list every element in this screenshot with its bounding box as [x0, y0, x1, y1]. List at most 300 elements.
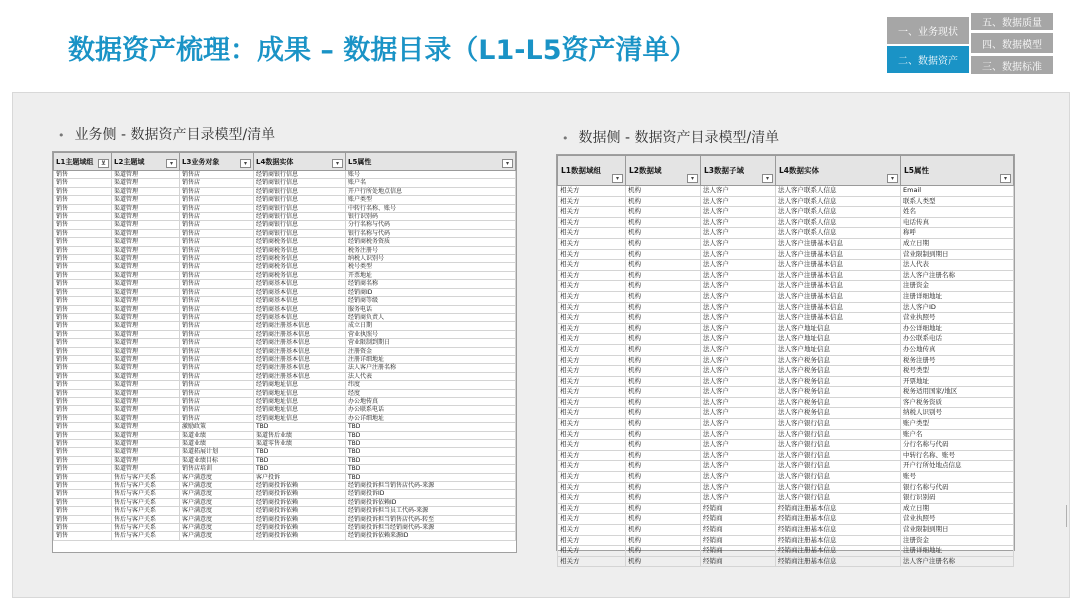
table-cell[interactable]: 销售: [54, 423, 112, 431]
table-cell[interactable]: 相关方: [558, 376, 626, 387]
table-cell[interactable]: 经销商: [701, 503, 776, 514]
table-cell[interactable]: 销售店: [180, 339, 254, 347]
column-header[interactable]: [254, 153, 346, 171]
nav-tab-data-assets[interactable]: 二、数据资产: [887, 46, 969, 73]
table-cell[interactable]: 法人客户: [701, 196, 776, 207]
table-cell[interactable]: 机构: [626, 525, 701, 536]
table-cell[interactable]: 经销商地址信息: [254, 397, 346, 405]
table-cell[interactable]: 客户满意度: [180, 482, 254, 490]
table-cell[interactable]: 经销商投诉依赖: [254, 515, 346, 523]
table-cell[interactable]: 经销商基本信息: [254, 280, 346, 288]
table-cell[interactable]: 办公地传真: [346, 397, 516, 405]
table-cell[interactable]: 销售店: [180, 364, 254, 372]
table-cell[interactable]: 法人客户税务信息: [776, 408, 901, 419]
table-cell[interactable]: 法人客户银行信息: [776, 493, 901, 504]
filter-dropdown-icon[interactable]: ▾: [687, 174, 698, 183]
table-cell[interactable]: 客户满意度: [180, 524, 254, 532]
table-cell[interactable]: 售后与客户关系: [112, 490, 180, 498]
filter-dropdown-icon[interactable]: ▾: [166, 159, 177, 168]
table-cell[interactable]: 销售: [54, 339, 112, 347]
table-cell[interactable]: 销售店: [180, 313, 254, 321]
filter-dropdown-icon[interactable]: ▾: [240, 159, 251, 168]
table-cell[interactable]: 经销商: [701, 525, 776, 536]
table-cell[interactable]: 法人客户: [701, 472, 776, 483]
table-cell[interactable]: 机构: [626, 355, 701, 366]
table-cell[interactable]: 渠道零售业绩: [254, 440, 346, 448]
filter-dropdown-icon[interactable]: ▾: [502, 159, 513, 168]
table-cell[interactable]: 法人客户: [701, 461, 776, 472]
table-cell[interactable]: 相关方: [558, 313, 626, 324]
table-cell[interactable]: 法人客户: [701, 376, 776, 387]
table-cell[interactable]: 经销商注册基本信息: [776, 556, 901, 567]
table-cell[interactable]: 渠道管理: [112, 229, 180, 237]
table-cell[interactable]: 姓名: [901, 207, 1014, 218]
table-cell[interactable]: 渠道管理: [112, 246, 180, 254]
table-cell[interactable]: 注册资金: [901, 281, 1014, 292]
table-cell[interactable]: 营业限制到期日: [901, 525, 1014, 536]
table-cell[interactable]: 售后与客户关系: [112, 498, 180, 506]
table-cell[interactable]: 销售: [54, 482, 112, 490]
table-cell[interactable]: 相关方: [558, 514, 626, 525]
table-cell[interactable]: 账户名: [346, 179, 516, 187]
table-cell[interactable]: 纳税人识别号: [901, 408, 1014, 419]
table-cell[interactable]: 法人客户: [701, 429, 776, 440]
table-cell[interactable]: 法人客户: [701, 323, 776, 334]
table-cell[interactable]: 法人客户: [701, 334, 776, 345]
table-cell[interactable]: 经销商ID: [346, 288, 516, 296]
table-cell[interactable]: 经销商税务信息: [254, 255, 346, 263]
table-cell[interactable]: 营业限制到期日: [346, 339, 516, 347]
table-cell[interactable]: 法人客户: [701, 238, 776, 249]
table-cell[interactable]: 销售店: [180, 196, 254, 204]
table-cell[interactable]: 机构: [626, 440, 701, 451]
table-cell[interactable]: 渠道管理: [112, 448, 180, 456]
table-cell[interactable]: 法人客户注册基本信息: [776, 281, 901, 292]
table-cell[interactable]: TBD: [346, 473, 516, 481]
table-cell[interactable]: 销售店: [180, 204, 254, 212]
table-cell[interactable]: 机构: [626, 260, 701, 271]
table-cell[interactable]: 销售: [54, 381, 112, 389]
table-cell[interactable]: 法人客户: [701, 397, 776, 408]
table-cell[interactable]: 渠道管理: [112, 313, 180, 321]
table-cell[interactable]: 机构: [626, 207, 701, 218]
table-cell[interactable]: 销售店: [180, 271, 254, 279]
table-cell[interactable]: 法人客户税务信息: [776, 376, 901, 387]
table-cell[interactable]: 法人代表: [346, 372, 516, 380]
table-cell[interactable]: 售后与客户关系: [112, 507, 180, 515]
table-cell[interactable]: 经销商注册基本信息: [254, 355, 346, 363]
table-cell[interactable]: 经销商: [701, 546, 776, 557]
table-cell[interactable]: 经销商投诉担当销售店代码-转至: [346, 515, 516, 523]
table-cell[interactable]: 税号类型: [901, 366, 1014, 377]
table-cell[interactable]: 开户行所处地点信息: [901, 461, 1014, 472]
table-cell[interactable]: 相关方: [558, 472, 626, 483]
table-cell[interactable]: 相关方: [558, 556, 626, 567]
table-cell[interactable]: 相关方: [558, 228, 626, 239]
table-cell[interactable]: 销售店: [180, 213, 254, 221]
table-cell[interactable]: 法人客户注册基本信息: [776, 249, 901, 260]
table-cell[interactable]: 相关方: [558, 196, 626, 207]
table-cell[interactable]: 机构: [626, 556, 701, 567]
table-cell[interactable]: 销售店: [180, 255, 254, 263]
table-cell[interactable]: 经销商税务信息: [254, 238, 346, 246]
table-cell[interactable]: 法人客户: [701, 313, 776, 324]
table-cell[interactable]: 销售: [54, 238, 112, 246]
table-cell[interactable]: 中转行名称、账号: [346, 204, 516, 212]
table-cell[interactable]: 销售: [54, 204, 112, 212]
table-cell[interactable]: 渠道管理: [112, 414, 180, 422]
table-cell[interactable]: 营业限制到期日: [901, 249, 1014, 260]
table-cell[interactable]: 销售店: [180, 187, 254, 195]
table-cell[interactable]: 机构: [626, 535, 701, 546]
table-cell[interactable]: 经销商银行信息: [254, 213, 346, 221]
table-cell[interactable]: 销售: [54, 322, 112, 330]
column-header[interactable]: [901, 156, 1014, 186]
table-cell[interactable]: 渠道管理: [112, 355, 180, 363]
table-cell[interactable]: 渠道管理: [112, 364, 180, 372]
table-cell[interactable]: 渠道管理: [112, 431, 180, 439]
filter-dropdown-icon[interactable]: ▾: [612, 174, 623, 183]
table-cell[interactable]: 法人客户注册基本信息: [776, 270, 901, 281]
table-cell[interactable]: 经销商注册基本信息: [776, 503, 901, 514]
table-cell[interactable]: 法人客户: [701, 450, 776, 461]
table-cell[interactable]: 销售: [54, 246, 112, 254]
table-cell[interactable]: 渠道管理: [112, 456, 180, 464]
table-cell[interactable]: 销售店: [180, 288, 254, 296]
table-cell[interactable]: 机构: [626, 450, 701, 461]
table-cell[interactable]: 机构: [626, 514, 701, 525]
table-cell[interactable]: 渠道管理: [112, 406, 180, 414]
table-cell[interactable]: 机构: [626, 546, 701, 557]
table-cell[interactable]: 机构: [626, 503, 701, 514]
table-cell[interactable]: 销售: [54, 179, 112, 187]
table-cell[interactable]: 售后与客户关系: [112, 532, 180, 540]
table-cell[interactable]: 法人客户注册名称: [901, 270, 1014, 281]
table-cell[interactable]: 销售: [54, 196, 112, 204]
table-cell[interactable]: 渠道管理: [112, 171, 180, 179]
table-cell[interactable]: 经销商注册基本信息: [776, 525, 901, 536]
table-cell[interactable]: 机构: [626, 302, 701, 313]
table-cell[interactable]: TBD: [254, 423, 346, 431]
table-cell[interactable]: 经销商注册基本信息: [254, 339, 346, 347]
table-cell[interactable]: 法人客户: [701, 260, 776, 271]
table-cell[interactable]: 税务注册号: [901, 355, 1014, 366]
table-cell[interactable]: 销售店: [180, 229, 254, 237]
nav-tab-data-standards[interactable]: 三、数据标准: [971, 56, 1053, 74]
table-cell[interactable]: 销售店: [180, 389, 254, 397]
table-cell[interactable]: 法人客户银行信息: [776, 461, 901, 472]
table-cell[interactable]: 法人客户注册名称: [901, 556, 1014, 567]
table-cell[interactable]: 法人客户注册名称: [346, 364, 516, 372]
table-cell[interactable]: 机构: [626, 493, 701, 504]
table-cell[interactable]: 经销商投诉ID: [346, 490, 516, 498]
nav-tab-data-quality[interactable]: 五、数据质量: [971, 13, 1053, 30]
table-cell[interactable]: 渠道管理: [112, 196, 180, 204]
table-cell[interactable]: 渠道业绩: [180, 440, 254, 448]
table-cell[interactable]: 分行名称与代码: [901, 440, 1014, 451]
table-cell[interactable]: 法人客户税务信息: [776, 355, 901, 366]
table-cell[interactable]: 经销商银行信息: [254, 179, 346, 187]
table-cell[interactable]: 注册详细地址: [901, 546, 1014, 557]
filter-dropdown-icon[interactable]: ▾: [1000, 174, 1011, 183]
table-cell[interactable]: 渠道管理: [112, 465, 180, 473]
table-cell[interactable]: 法人客户联系人信息: [776, 196, 901, 207]
table-cell[interactable]: 经销商投诉依赖: [254, 532, 346, 540]
table-cell[interactable]: 机构: [626, 408, 701, 419]
table-cell[interactable]: 法人客户注册基本信息: [776, 302, 901, 313]
table-cell[interactable]: 渠道管理: [112, 330, 180, 338]
table-cell[interactable]: 销售: [54, 532, 112, 540]
table-cell[interactable]: 银行识别码: [346, 213, 516, 221]
table-cell[interactable]: 法人客户: [701, 281, 776, 292]
table-cell[interactable]: 法人客户银行信息: [776, 450, 901, 461]
nav-tab-data-model[interactable]: 四、数据模型: [971, 33, 1053, 53]
table-cell[interactable]: 销售店: [180, 330, 254, 338]
table-cell[interactable]: 销售: [54, 372, 112, 380]
table-cell[interactable]: 销售店: [180, 263, 254, 271]
table-cell[interactable]: 经销商银行信息: [254, 187, 346, 195]
filter-dropdown-icon[interactable]: ▾: [762, 174, 773, 183]
table-cell[interactable]: 经销商基本信息: [254, 288, 346, 296]
table-cell[interactable]: TBD: [346, 431, 516, 439]
table-cell[interactable]: 相关方: [558, 186, 626, 197]
table-cell[interactable]: 销售: [54, 213, 112, 221]
nav-tab-business-status[interactable]: 一、业务现状: [887, 17, 969, 44]
table-cell[interactable]: 销售店: [180, 221, 254, 229]
table-cell[interactable]: 经销商投诉担当经销商代码-来源: [346, 524, 516, 532]
table-cell[interactable]: 税务适用国家/地区: [901, 387, 1014, 398]
table-cell[interactable]: TBD: [254, 465, 346, 473]
table-cell[interactable]: 销售: [54, 507, 112, 515]
table-cell[interactable]: 销售店: [180, 381, 254, 389]
table-cell[interactable]: 渠道管理: [112, 187, 180, 195]
table-cell[interactable]: 相关方: [558, 419, 626, 430]
table-cell[interactable]: 销售: [54, 490, 112, 498]
table-cell[interactable]: 销售店: [180, 372, 254, 380]
table-cell[interactable]: 机构: [626, 217, 701, 228]
table-cell[interactable]: 法人客户注册基本信息: [776, 313, 901, 324]
table-cell[interactable]: 法人客户ID: [901, 302, 1014, 313]
table-cell[interactable]: 经销商银行信息: [254, 171, 346, 179]
table-cell[interactable]: 客户满意度: [180, 507, 254, 515]
table-cell[interactable]: TBD: [346, 456, 516, 464]
table-cell[interactable]: 渠道管理: [112, 381, 180, 389]
table-cell[interactable]: 法人客户: [701, 249, 776, 260]
table-cell[interactable]: 法人客户联系人信息: [776, 186, 901, 197]
table-cell[interactable]: 法人客户注册基本信息: [776, 260, 901, 271]
table-cell[interactable]: 机构: [626, 281, 701, 292]
table-cell[interactable]: 营业执照号: [901, 313, 1014, 324]
table-cell[interactable]: 法人客户地址信息: [776, 323, 901, 334]
table-cell[interactable]: 法人客户: [701, 408, 776, 419]
table-cell[interactable]: 机构: [626, 291, 701, 302]
table-cell[interactable]: 销售: [54, 280, 112, 288]
table-cell[interactable]: 经销商: [701, 535, 776, 546]
table-cell[interactable]: 经销商投诉依赖: [254, 507, 346, 515]
table-cell[interactable]: 渠道管理: [112, 238, 180, 246]
table-cell[interactable]: 机构: [626, 323, 701, 334]
table-cell[interactable]: 激励政策: [180, 423, 254, 431]
table-cell[interactable]: 法人客户: [701, 291, 776, 302]
table-cell[interactable]: 销售: [54, 448, 112, 456]
table-cell[interactable]: 账号: [346, 171, 516, 179]
table-cell[interactable]: 销售店: [180, 238, 254, 246]
table-cell[interactable]: 相关方: [558, 503, 626, 514]
table-cell[interactable]: 相关方: [558, 461, 626, 472]
table-cell[interactable]: 经销商基本信息: [254, 297, 346, 305]
table-cell[interactable]: 渠道管理: [112, 297, 180, 305]
table-cell[interactable]: 销售: [54, 305, 112, 313]
table-cell[interactable]: 销售: [54, 187, 112, 195]
table-cell[interactable]: 销售: [54, 440, 112, 448]
table-cell[interactable]: 机构: [626, 376, 701, 387]
table-cell[interactable]: 相关方: [558, 525, 626, 536]
table-cell[interactable]: 渠道管理: [112, 221, 180, 229]
table-cell[interactable]: 相关方: [558, 238, 626, 249]
table-cell[interactable]: 销售: [54, 406, 112, 414]
table-cell[interactable]: 经销商负责人: [346, 313, 516, 321]
table-cell[interactable]: 售后与客户关系: [112, 524, 180, 532]
table-cell[interactable]: 法人客户注册基本信息: [776, 291, 901, 302]
table-cell[interactable]: 经销商投诉担当员工代码-来源: [346, 507, 516, 515]
table-cell[interactable]: 法人客户注册基本信息: [776, 238, 901, 249]
table-cell[interactable]: 销售: [54, 221, 112, 229]
table-cell[interactable]: 售后与客户关系: [112, 515, 180, 523]
table-cell[interactable]: 机构: [626, 186, 701, 197]
table-cell[interactable]: 法人客户: [701, 302, 776, 313]
table-cell[interactable]: 经销商银行信息: [254, 204, 346, 212]
table-cell[interactable]: 相关方: [558, 207, 626, 218]
table-cell[interactable]: 法人客户: [701, 207, 776, 218]
table-cell[interactable]: 销售: [54, 465, 112, 473]
table-cell[interactable]: 联系人类型: [901, 196, 1014, 207]
table-cell[interactable]: 经销商投诉依赖: [254, 490, 346, 498]
table-cell[interactable]: 经销商注册基本信息: [776, 535, 901, 546]
table-cell[interactable]: 相关方: [558, 249, 626, 260]
table-cell[interactable]: 销售店: [180, 414, 254, 422]
table-cell[interactable]: 渠道管理: [112, 440, 180, 448]
table-cell[interactable]: 经销商投诉依赖: [254, 498, 346, 506]
table-cell[interactable]: 法人客户: [701, 387, 776, 398]
table-cell[interactable]: 中转行名称、账号: [901, 450, 1014, 461]
table-cell[interactable]: 相关方: [558, 323, 626, 334]
table-cell[interactable]: 注册详细地址: [346, 355, 516, 363]
table-cell[interactable]: 分行名称与代码: [346, 221, 516, 229]
table-cell[interactable]: 经销商银行信息: [254, 221, 346, 229]
table-cell[interactable]: 客户税务资质: [901, 397, 1014, 408]
table-cell[interactable]: 客户投诉: [254, 473, 346, 481]
table-cell[interactable]: 法人代表: [901, 260, 1014, 271]
table-cell[interactable]: 销售: [54, 297, 112, 305]
table-cell[interactable]: 相关方: [558, 450, 626, 461]
filter-dropdown-icon[interactable]: ▾: [332, 159, 343, 168]
table-cell[interactable]: 注册详细地址: [901, 291, 1014, 302]
table-cell[interactable]: 相关方: [558, 281, 626, 292]
table-cell[interactable]: 法人客户税务信息: [776, 387, 901, 398]
table-cell[interactable]: 开票地址: [346, 271, 516, 279]
table-cell[interactable]: 相关方: [558, 408, 626, 419]
filter-active-icon[interactable]: ⊻: [98, 159, 109, 168]
table-cell[interactable]: 经销商注册基本信息: [254, 330, 346, 338]
table-cell[interactable]: 经销商地址信息: [254, 414, 346, 422]
table-cell[interactable]: 经销商基本信息: [254, 305, 346, 313]
table-cell[interactable]: 销售: [54, 414, 112, 422]
column-header[interactable]: [701, 156, 776, 186]
table-cell[interactable]: 经销商: [701, 556, 776, 567]
table-cell[interactable]: 注册资金: [346, 347, 516, 355]
table-cell[interactable]: 机构: [626, 366, 701, 377]
table-cell[interactable]: 售后与客户关系: [112, 482, 180, 490]
table-cell[interactable]: 经销商注册基本信息: [254, 372, 346, 380]
table-cell[interactable]: Email: [901, 186, 1014, 197]
table-cell[interactable]: 账户名: [901, 429, 1014, 440]
table-cell[interactable]: 法人客户: [701, 270, 776, 281]
table-cell[interactable]: TBD: [346, 448, 516, 456]
table-cell[interactable]: 法人客户联系人信息: [776, 228, 901, 239]
table-cell[interactable]: 销售: [54, 473, 112, 481]
table-cell[interactable]: 客户满意度: [180, 515, 254, 523]
table-cell[interactable]: 渠道管理: [112, 322, 180, 330]
table-cell[interactable]: 成立日期: [901, 238, 1014, 249]
table-cell[interactable]: 法人客户联系人信息: [776, 217, 901, 228]
table-cell[interactable]: 税务注册号: [346, 246, 516, 254]
table-cell[interactable]: 销售店: [180, 280, 254, 288]
table-cell[interactable]: TBD: [346, 423, 516, 431]
table-cell[interactable]: 相关方: [558, 429, 626, 440]
table-cell[interactable]: 经度: [346, 389, 516, 397]
column-header[interactable]: [180, 153, 254, 171]
table-cell[interactable]: 渠道管理: [112, 255, 180, 263]
table-cell[interactable]: 法人客户: [701, 228, 776, 239]
table-cell[interactable]: 经销商名称: [346, 280, 516, 288]
table-cell[interactable]: 法人客户: [701, 493, 776, 504]
table-cell[interactable]: 经销商投诉担当销售店代码-来源: [346, 482, 516, 490]
table-cell[interactable]: 法人客户: [701, 440, 776, 451]
table-cell[interactable]: 账号: [901, 472, 1014, 483]
table-cell[interactable]: 机构: [626, 238, 701, 249]
table-cell[interactable]: 经销商地址信息: [254, 381, 346, 389]
table-cell[interactable]: 客户满意度: [180, 473, 254, 481]
table-cell[interactable]: 经销商注册基本信息: [254, 364, 346, 372]
table-cell[interactable]: 相关方: [558, 546, 626, 557]
table-cell[interactable]: 法人客户地址信息: [776, 334, 901, 345]
table-cell[interactable]: 渠道拓展计划: [180, 448, 254, 456]
table-cell[interactable]: 银行名称与代码: [346, 229, 516, 237]
table-cell[interactable]: 办公详细地址: [346, 414, 516, 422]
table-cell[interactable]: 机构: [626, 482, 701, 493]
table-cell[interactable]: TBD: [254, 448, 346, 456]
table-cell[interactable]: 销售店: [180, 322, 254, 330]
table-cell[interactable]: 渠道管理: [112, 271, 180, 279]
table-cell[interactable]: 法人客户地址信息: [776, 344, 901, 355]
table-cell[interactable]: 经销商: [701, 514, 776, 525]
table-cell[interactable]: 经销商注册基本信息: [776, 514, 901, 525]
table-cell[interactable]: 销售: [54, 364, 112, 372]
table-cell[interactable]: TBD: [254, 456, 346, 464]
table-cell[interactable]: 办公详细地址: [901, 323, 1014, 334]
table-cell[interactable]: 渠道管理: [112, 280, 180, 288]
table-cell[interactable]: 经销商注册基本信息: [776, 546, 901, 557]
table-cell[interactable]: 相关方: [558, 217, 626, 228]
table-cell[interactable]: 经销商注册基本信息: [254, 322, 346, 330]
table-cell[interactable]: 销售店: [180, 305, 254, 313]
table-cell[interactable]: 开户行所处地点信息: [346, 187, 516, 195]
table-cell[interactable]: 纳税人识别号: [346, 255, 516, 263]
table-cell[interactable]: 销售店: [180, 171, 254, 179]
table-cell[interactable]: 销售: [54, 288, 112, 296]
table-cell[interactable]: 营业执照号: [346, 330, 516, 338]
table-cell[interactable]: 机构: [626, 419, 701, 430]
